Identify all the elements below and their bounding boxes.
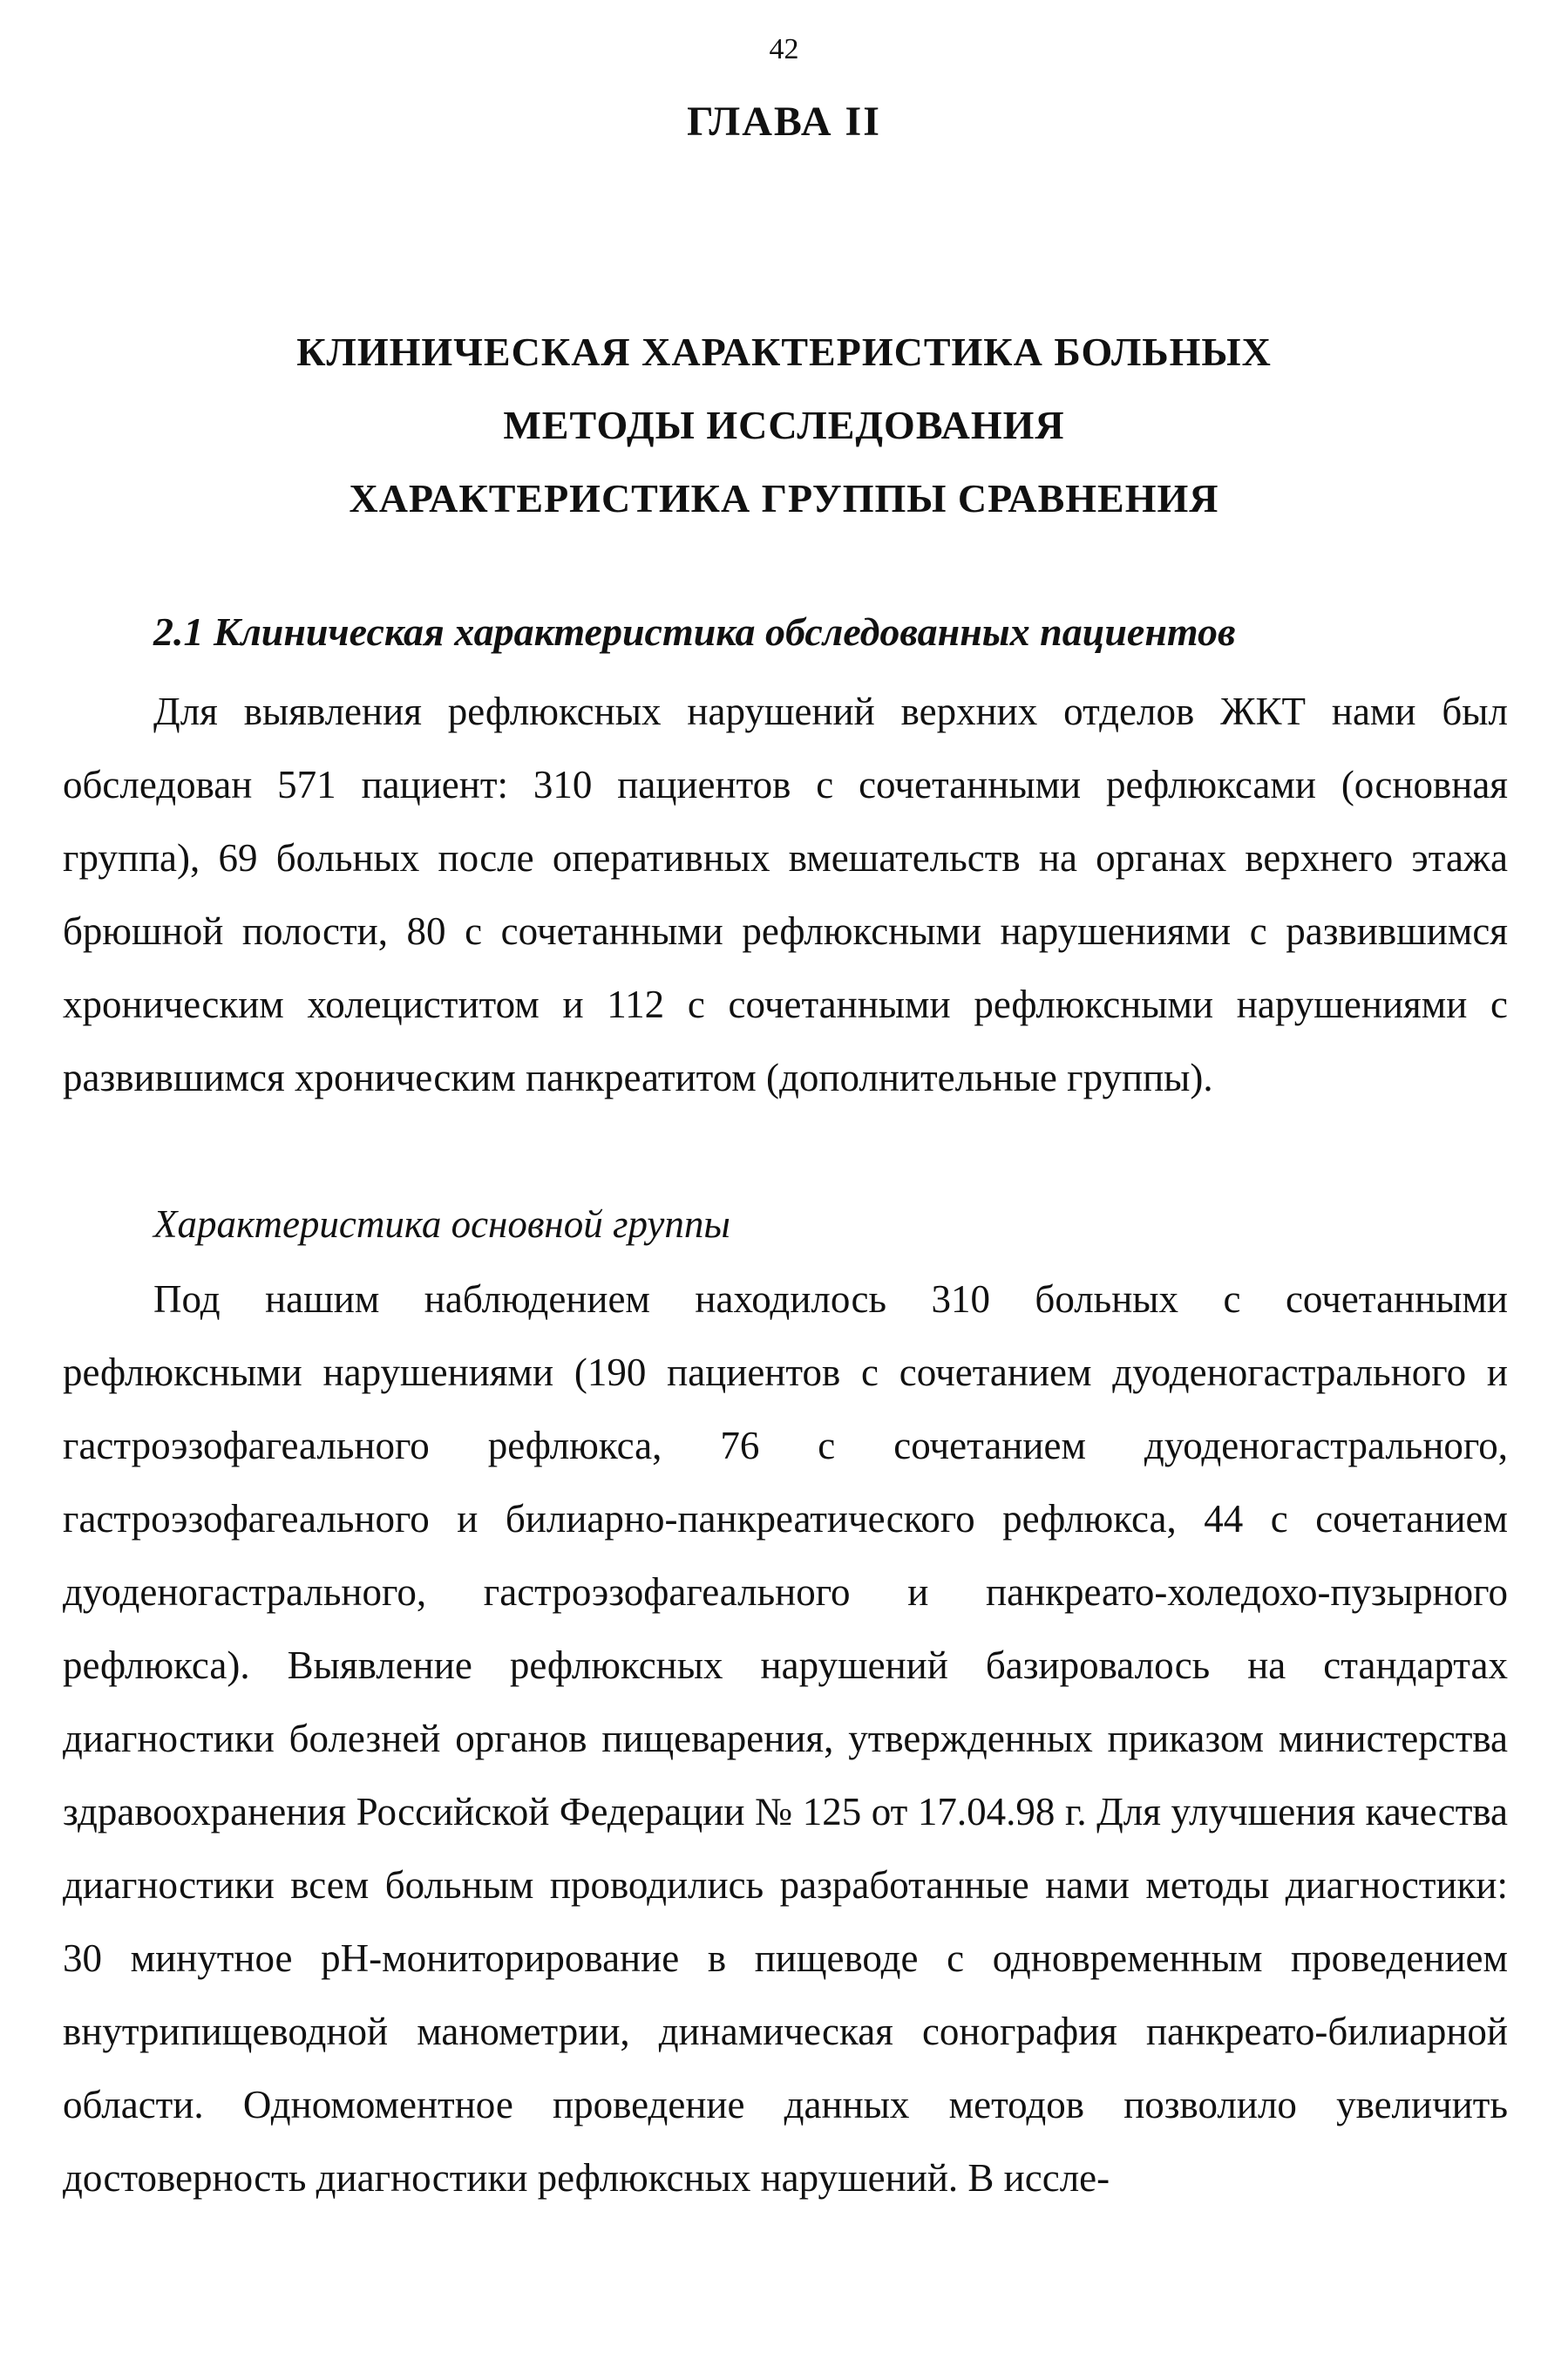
section-heading: 2.1 Клиническая характеристика обследованных пациентов (153, 609, 1236, 654)
chapter-title-line: МЕТОДЫ ИССЛЕДОВАНИЯ (503, 403, 1065, 447)
chapter-title (0, 316, 1568, 535)
body-paragraph: Для выявления рефлюксных нарушений верхних отделов ЖКТ нами был обследован 571 пациент: 310 пациентов с сочетанными рефлюксами (основная группа), 69 больных после оперативных вмешательств на органах верхнего этажа брюшной полости, 80 с сочетанными рефлюксными нарушениями с развившимся хроническим холециститом и 112 с сочетанными рефлюксными нарушениями с развившимся хроническим панкреатитом (дополнительные группы). (63, 690, 1508, 1099)
subsection-heading: Характеристика основной группы (153, 1202, 730, 1246)
chapter-title-line: КЛИНИЧЕСКАЯ ХАРАКТЕРИСТИКА БОЛЬНЫХ (296, 330, 1272, 374)
chapter-heading: ГЛАВА II (687, 99, 881, 145)
body-paragraph: Под нашим наблюдением находилось 310 больных с сочетанными рефлюксными нарушениями (190 пациентов с сочетанием дуоденогастрального и гастроэзофагеального рефлюкса, 76 с сочетанием дуоденогастрального, гастроэзофагеального и билиарно-панкреатического рефлюкса, 44 с сочетанием дуоденогастрального, гастроэзофагеального и панкреато-холедохо-пузырного рефлюкса). Выявление рефлюксных нарушений базировалось на стандартах диагностики болезней органов пищеварения, утвержденных приказом министерства здравоохранения Российской Федерации № 125 от 17.04.98 г. Для улучшения качества диагностики всем больным проводились разработанные нами методы диагностики: 30 минутное pH-мониторирование в пищеводе с одновременным проведением внутрипищеводной манометрии, динамическая сонография панкреато-билиарной области. Одномоментное проведение данных методов позволило увеличить достоверность диагностики рефлюксных нарушений. В иссле- (63, 1277, 1508, 2200)
chapter-title-line: ХАРАКТЕРИСТИКА ГРУППЫ СРАВНЕНИЯ (349, 476, 1219, 520)
page-number: 42 (769, 33, 799, 65)
